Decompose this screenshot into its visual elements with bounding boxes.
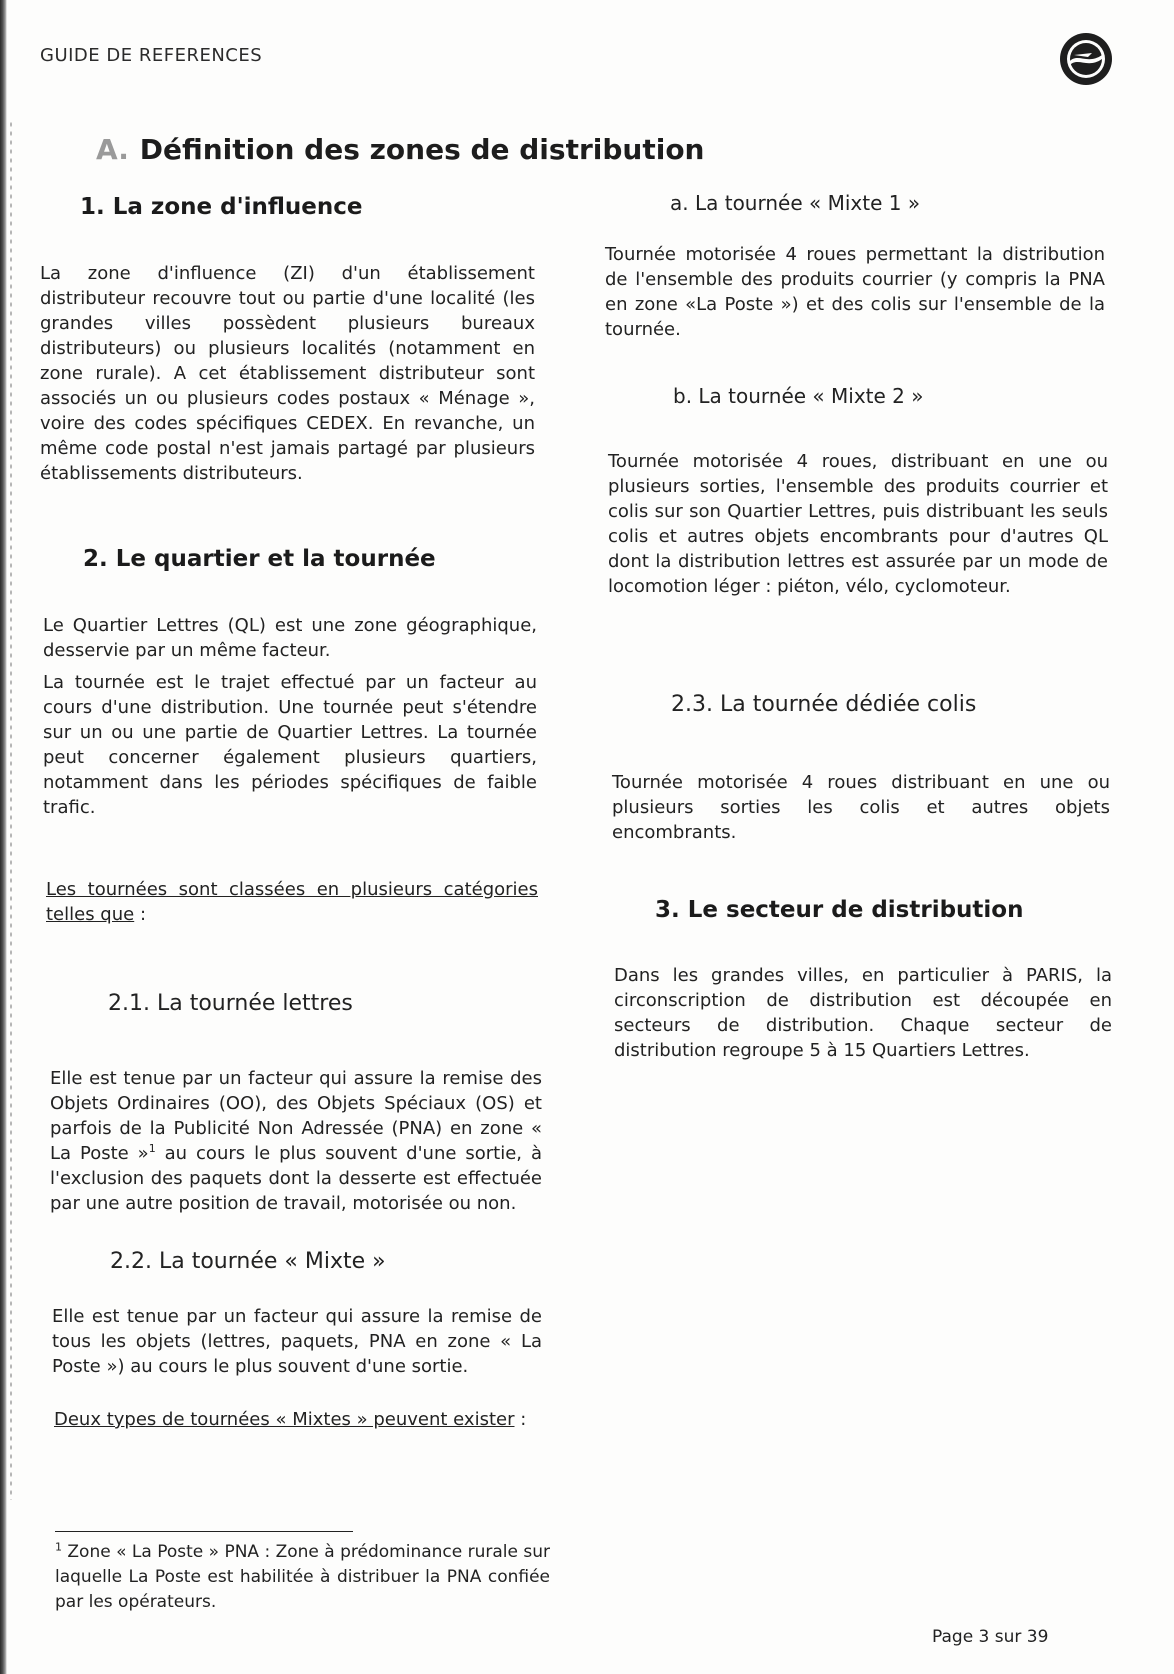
footnote-divider bbox=[55, 1531, 353, 1532]
sub22-body-block bbox=[52, 1304, 542, 1379]
scan-binding-edge bbox=[0, 0, 7, 1674]
section1-body: La zone d'influence (ZI) d'un établissement distributeur recouvre tout ou partie d'une localité (les grandes villes possèdent plusieurs bureaux distributeurs) ou plusieurs localités (notamment en zone rurale). A cet établissement distributeur sont associés un ou plusieurs codes postaux « Ménage », voire des codes spécifiques CEDEX. En revanche, un même code postal n'est jamais partagé par plusieurs établissements distributeurs. bbox=[40, 263, 535, 484]
footnote-text: Zone « La Poste » PNA : Zone à prédominance rurale sur laquelle La Poste est habilitée à distribuer la PNA confiée par les opérateurs. bbox=[55, 1542, 550, 1612]
mixte-types-colon: : bbox=[514, 1409, 527, 1430]
sub21-body-a: Elle est tenue par un facteur qui assure la remise des Objets Ordinaires (OO), des Objets Spéciaux (OS) et parfois de la Publicité Non Adressée (PNA) en zone « La Poste » bbox=[50, 1068, 542, 1164]
section2-para2: La tournée est le trajet effectué par un facteur au cours d'une distribution. Une tournée peut s'étendre sur un ou une partie de Quartier Lettres. La tournée peut concerner également plusieurs quartiers, notamment dans les périodes spécifiques de faible trafic. bbox=[43, 672, 537, 818]
sub21-body-b: au cours le plus souvent d'une sortie, à l'exclusion des paquets dont la desserte est effectuée par une autre position de travail, motorisée ou non. bbox=[50, 1143, 543, 1214]
page-number: Page 3 sur 39 bbox=[932, 1627, 1049, 1647]
sub21-body-block bbox=[50, 1066, 542, 1216]
mixte1-body: Tournée motorisée 4 roues permettant la distribution de l'ensemble des produits courrier (y compris la PNA en zone «La Poste ») et des colis sur l'ensemble de la tournée. bbox=[605, 244, 1105, 340]
la-poste-logo-icon bbox=[1058, 31, 1114, 87]
mixte1-heading: a. La tournée « Mixte 1 » bbox=[670, 191, 921, 215]
section2-body-block bbox=[43, 613, 537, 820]
page-title bbox=[96, 133, 705, 166]
sub22-body: Elle est tenue par un facteur qui assure la remise de tous les objets (lettres, paquets, PNA en zone « La Poste ») au cours le plus souvent d'une sortie. bbox=[52, 1306, 542, 1377]
footnote-ref: 1 bbox=[148, 1142, 156, 1155]
mixte2-heading: b. La tournée « Mixte 2 » bbox=[673, 384, 924, 408]
sub23-body: Tournée motorisée 4 roues distribuant en une ou plusieurs sorties les colis et autres objets encombrants. bbox=[612, 772, 1110, 843]
section3-body-block bbox=[614, 963, 1112, 1063]
categories-intro-block bbox=[46, 877, 538, 927]
footnote bbox=[55, 1540, 550, 1615]
scan-margin-noise bbox=[9, 120, 13, 1500]
section2-heading: 2. Le quartier et la tournée bbox=[83, 546, 436, 572]
sub22-heading: 2.2. La tournée « Mixte » bbox=[110, 1249, 386, 1274]
section1-body-block bbox=[40, 261, 535, 486]
mixte-types-intro: Deux types de tournées « Mixtes » peuvent exister bbox=[54, 1409, 515, 1430]
mixte1-body-block bbox=[605, 242, 1105, 342]
section3-body: Dans les grandes villes, en particulier à PARIS, la circonscription de distribution est découpée en secteurs de distribution. Chaque secteur de distribution regroupe 5 à 15 Quartiers Lettres. bbox=[614, 965, 1112, 1061]
sub23-heading: 2.3. La tournée dédiée colis bbox=[671, 692, 977, 717]
section-letter: A. bbox=[96, 133, 129, 166]
page-title-text: Définition des zones de distribution bbox=[139, 133, 705, 166]
section1-heading: 1. La zone d'influence bbox=[80, 194, 363, 220]
footnote-mark: 1 bbox=[55, 1540, 62, 1554]
mixte2-body-block bbox=[608, 449, 1108, 599]
categories-intro: Les tournées sont classées en plusieurs catégories telles que bbox=[46, 879, 538, 925]
categories-colon: : bbox=[134, 904, 147, 925]
section2-para1: Le Quartier Lettres (QL) est une zone géographique, desservie par un même facteur. bbox=[43, 615, 537, 661]
section3-heading: 3. Le secteur de distribution bbox=[655, 897, 1024, 923]
mixte2-body: Tournée motorisée 4 roues, distribuant en une ou plusieurs sorties, l'ensemble des produits courrier et colis sur son Quartier Lettres, puis distribuant les seuls colis et autres objets encombrants pour d'autres QL dont la distribution lettres est assurée par un mode de locomotion léger : piéton, vélo, cyclomoteur. bbox=[608, 451, 1108, 597]
sub21-heading: 2.1. La tournée lettres bbox=[108, 991, 353, 1016]
header-label: GUIDE DE REFERENCES bbox=[40, 45, 263, 66]
sub23-body-block bbox=[612, 770, 1110, 845]
mixte-types-intro-block bbox=[54, 1407, 554, 1432]
